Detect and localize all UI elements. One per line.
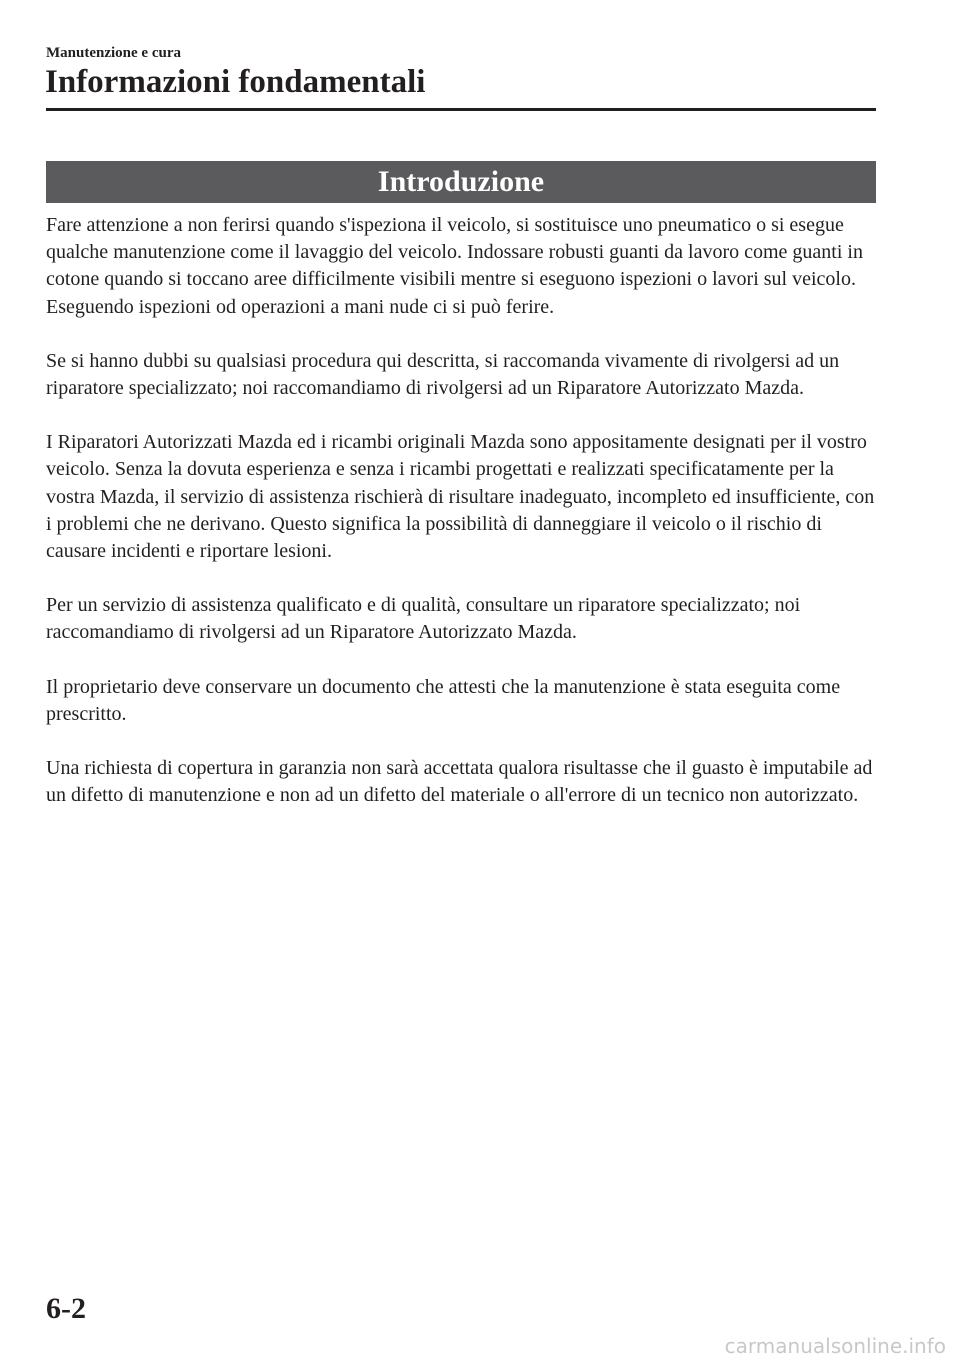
chapter-heading: Manutenzione e cura [46, 45, 181, 61]
paragraph-5: Il proprietario deve conservare un documento che attesti che la manutenzione è stata eseguita come prescritto. [46, 675, 841, 725]
paragraph-1: Fare attenzione a non ferirsi quando s'ispeziona il veicolo, si sostituisce uno pneumatico o si esegue qualche manutenzione come il lavaggio del veicolo. Indossare robusti guanti da lavoro come guanti in cotone quando si toccano aree difficilmente visibili mentre si eseguono ispezioni o lavori sul veicolo. Eseguendo ispezioni od operazioni a mani nude ci si può ferire. [46, 214, 863, 318]
section-title: Informazioni fondamentali [45, 64, 426, 100]
paragraph-4: Per un servizio di assistenza qualificato e di qualità, consultare un riparatore specializzato; noi raccomandiamo di rivolgersi ad un Riparatore Autorizzato Mazda. [46, 594, 801, 644]
body-text [46, 212, 876, 836]
paragraph-6: Una richiesta di copertura in garanzia non sarà accettata qualora risultasse che il guasto è imputabile ad un difetto di manutenzione e non ad un difetto del materiale o all'errore di un tecnico non autorizzato. [46, 757, 873, 807]
paragraph-3: I Riparatori Autorizzati Mazda ed i ricambi originali Mazda sono appositamente designati per il vostro veicolo. Senza la dovuta esperienza e senza i ricambi progettati e realizzati specificatamente per la vostra Mazda, il servizio di assistenza rischierà di risultare inadeguato, incompleto ed insufficiente, con i problemi che ne derivano. Questo significa la possibilità di danneggiare il veicolo o il rischio di causare incidenti e riportare lesioni. [46, 431, 875, 563]
title-divider [46, 108, 876, 111]
introduction-banner: Introduzione [46, 161, 876, 203]
page-number: 6-2 [46, 1292, 86, 1325]
watermark: carmanualsonline.info [724, 1334, 946, 1358]
paragraph-2: Se si hanno dubbi su qualsiasi procedura qui descritta, si raccomanda vivamente di rivolgersi ad un riparatore specializzato; noi raccomandiamo di rivolgersi ad un Riparatore Autorizzato Mazda. [46, 349, 840, 400]
